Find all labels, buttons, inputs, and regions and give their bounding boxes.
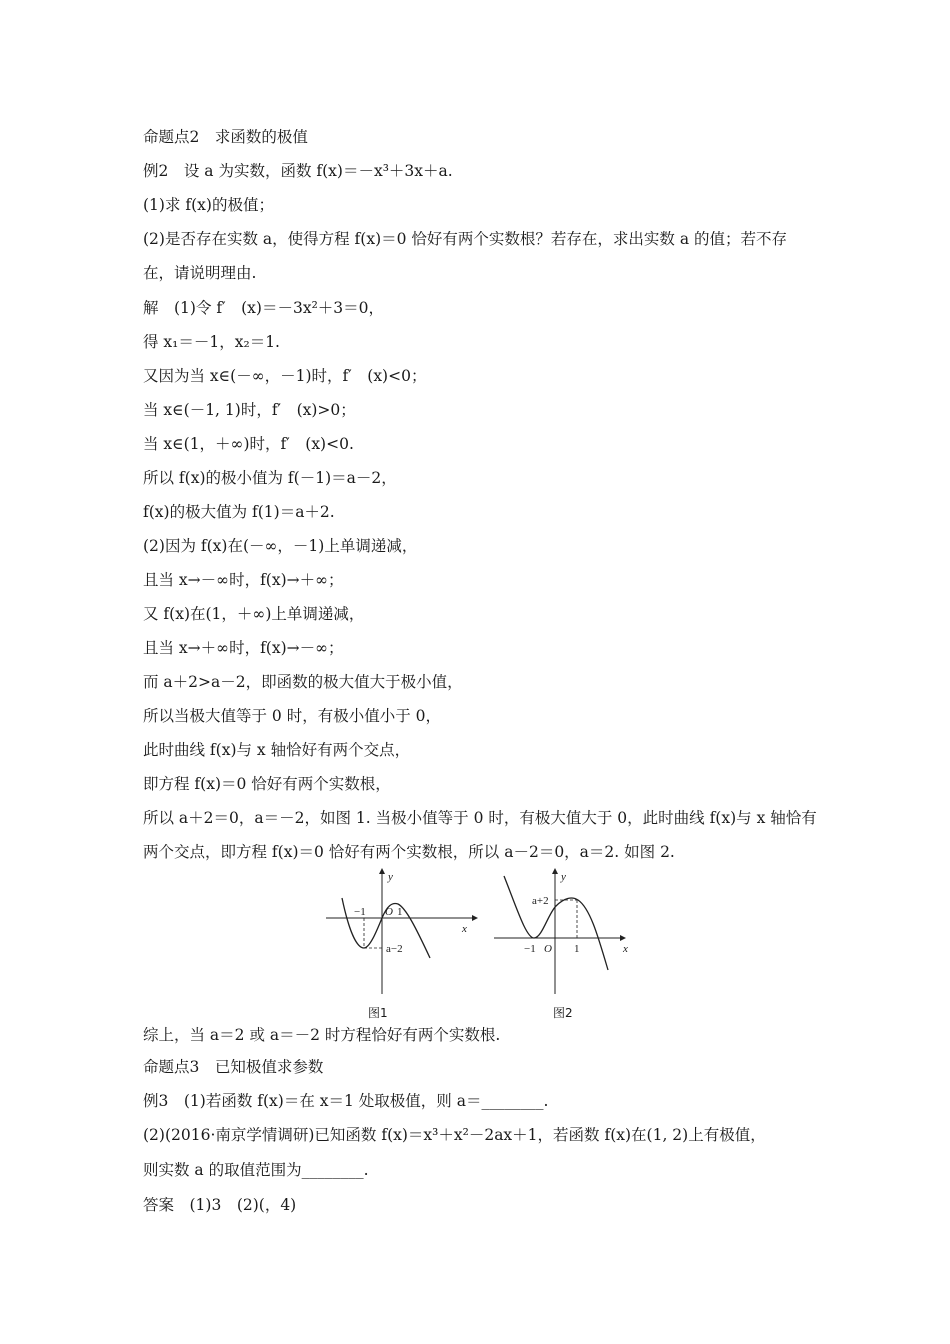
- solution-line: 当 x∈(1，＋∞)时，f′ (x)<0.: [143, 435, 354, 453]
- solution-line: 而 a＋2>a－2，即函数的极大值大于极小值，: [143, 673, 463, 691]
- solution-line: (2)因为 f(x)在(－∞，－1)上单调递减，: [143, 537, 418, 555]
- x-label: x: [623, 943, 628, 955]
- solution-line: 即方程 f(x)＝0 恰好有两个实数根，: [143, 775, 391, 793]
- min-label: a−2: [386, 943, 403, 955]
- example-3-q2: (2)(2016·南京学情调研)已知函数 f(x)＝x³＋x²－2ax＋1，若函数 f(x)在(1, 2)上有极值，: [143, 1126, 766, 1144]
- solution-line: 且当 x→＋∞时，f(x)→－∞；: [143, 639, 344, 657]
- origin-label: O: [544, 943, 552, 955]
- solution-line: 当 x∈(－1, 1)时，f′ (x)>0；: [143, 401, 356, 419]
- solution-line: 且当 x→－∞时，f(x)→＋∞；: [143, 571, 344, 589]
- x-label: x: [462, 923, 467, 935]
- figure-2: [490, 866, 635, 1011]
- y-label: y: [561, 871, 566, 883]
- solution-line: 又因为当 x∈(－∞，－1)时，f′ (x)<0；: [143, 367, 427, 385]
- answer-line: 答案 (1)3 (2)(，4): [143, 1196, 297, 1214]
- y-label: y: [388, 871, 393, 883]
- solution-line: 所以 a＋2＝0，a＝－2，如图 1. 当极小值等于 0 时，有极大值大于 0，此时曲线 f(x)与 x 轴恰有: [143, 809, 817, 827]
- tick-neg1: −1: [524, 943, 536, 955]
- solution-line: 此时曲线 f(x)与 x 轴恰好有两个交点，: [143, 741, 411, 759]
- tick-neg1: −1: [354, 906, 366, 918]
- solution-line: 所以 f(x)的极小值为 f(－1)＝a－2，: [143, 469, 397, 487]
- solution-line: 又 f(x)在(1，＋∞)上单调递减，: [143, 605, 365, 623]
- solution-line: 所以当极大值等于 0 时，有极小值小于 0，: [143, 707, 442, 725]
- x-axis-arrow: [620, 935, 626, 941]
- question-2: (2)是否存在实数 a，使得方程 f(x)＝0 恰好有两个实数根？若存在，求出实数 a 的值；若不存: [143, 230, 788, 248]
- solution-line: f(x)的极大值为 f(1)＝a＋2.: [143, 503, 335, 521]
- solution-line: 两个交点，即方程 f(x)＝0 恰好有两个实数根，所以 a－2＝0，a＝2. 如图 2.: [143, 843, 675, 861]
- figure-1: [322, 866, 482, 1011]
- tick-1: 1: [397, 906, 403, 918]
- figure-1-caption: 图1: [368, 1006, 388, 1020]
- conclusion-line: 综上，当 a＝2 或 a＝－2 时方程恰好有两个实数根.: [143, 1026, 501, 1044]
- y-axis-arrow: [552, 868, 558, 874]
- solution-line: 解 (1)令 f′ (x)＝－3x²＋3＝0，: [143, 299, 385, 317]
- section-heading-2: 命题点2 求函数的极值: [143, 128, 308, 146]
- section-heading-3: 命题点3 已知极值求参数: [143, 1058, 324, 1076]
- max-label: a+2: [532, 895, 549, 907]
- tick-1: 1: [574, 943, 580, 955]
- figure-2-caption: 图2: [553, 1006, 573, 1020]
- question-2-cont: 在，请说明理由.: [143, 264, 257, 282]
- example-3-q1: 例3 (1)若函数 f(x)＝在 x＝1 处取极值，则 a＝________.: [143, 1092, 549, 1110]
- question-1: (1)求 f(x)的极值；: [143, 196, 274, 214]
- y-axis-arrow: [379, 868, 385, 874]
- example-3-q2-cont: 则实数 a 的取值范围为________.: [143, 1161, 369, 1179]
- example-2-statement: 例2 设 a 为实数，函数 f(x)＝－x³＋3x＋a.: [143, 162, 453, 180]
- origin-label: O: [385, 906, 393, 918]
- cubic-curve-fig2: [504, 876, 608, 970]
- solution-line: 得 x₁＝－1，x₂＝1.: [143, 333, 280, 351]
- x-axis-arrow: [472, 915, 478, 921]
